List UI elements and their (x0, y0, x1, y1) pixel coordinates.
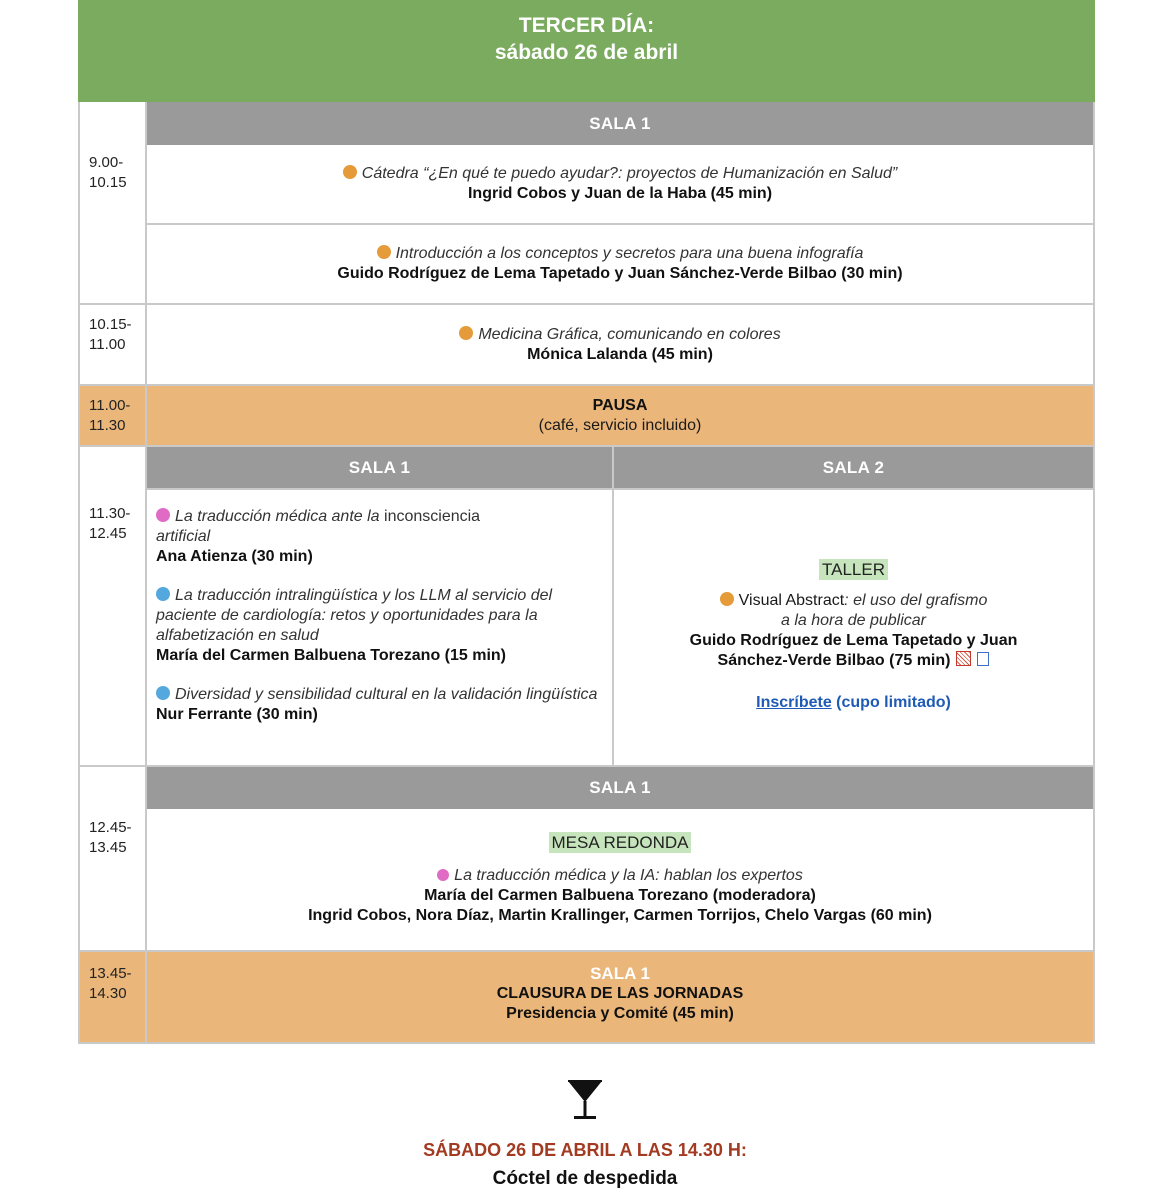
day-title: TERCER DÍA: (518, 14, 655, 37)
talk-title: La traducción médica y la IA: hablan los expertos (454, 867, 803, 884)
register-link[interactable]: Inscríbete (756, 694, 832, 711)
talk-title: Cátedra “¿En qué te puedo ayudar?: proyectos de Humanización en Salud” (361, 165, 898, 182)
prohibited-icon (956, 651, 971, 666)
day-date: sábado 26 de abril (494, 41, 679, 64)
room-header: SALA 1 (147, 447, 612, 488)
cocktail-icon (565, 1078, 605, 1122)
topic-dot-icon (156, 686, 170, 700)
cocktail-date: SÁBADO 26 DE ABRIL A LAS 14.30 H: (423, 1140, 747, 1160)
closing-cell (147, 952, 1093, 1042)
time-slot: 12.45- 13.45 (89, 819, 132, 856)
time-slot: 10.15- 11.00 (89, 316, 132, 353)
round-table-tag: MESA REDONDA (549, 832, 692, 853)
topic-dot-icon (720, 592, 734, 606)
closing-subtitle: Presidencia y Comité (45 min) (506, 1005, 734, 1022)
round-table-cell (147, 809, 1093, 950)
talk-speaker: María del Carmen Balbuena Torezano (15 min) (156, 647, 507, 664)
cocktail-title: Cóctel de despedida (492, 1168, 678, 1189)
moderator: María del Carmen Balbuena Torezano (moderadora) (424, 887, 816, 904)
list-item: La traducción intralingüística y los LLM al servicio del paciente de cardiología: retos y oportunidades para la alfabetización en salud María del Carmen Balbuena Torezano (15 min) (156, 586, 602, 666)
talk-cell (147, 305, 1093, 384)
talk-title: Medicina Gráfica, comunicando en colores (478, 325, 781, 343)
session-list (147, 507, 612, 744)
topic-dot-icon (343, 165, 357, 179)
list-item: Diversidad y sensibilidad cultural en la validación lingüística Nur Ferrante (30 min) (156, 685, 602, 725)
placeholder-icon (977, 652, 989, 666)
time-slot: 11.30- 12.45 (89, 505, 131, 542)
talk-cell (147, 145, 1093, 223)
talk-speaker: Guido Rodríguez de Lema Tapetado y Juan Sánchez-Verde Bilbao (30 min) (337, 265, 903, 282)
room-header: SALA 1 (147, 767, 1093, 809)
talk-speaker: Mónica Lalanda (45 min) (527, 345, 713, 363)
closing-title: CLAUSURA DE LAS JORNADAS (496, 985, 744, 1002)
talk-speaker: Nur Ferrante (30 min) (156, 706, 318, 723)
pause-subtitle: (café, servicio incluido) (538, 416, 702, 434)
topic-dot-icon (156, 508, 170, 522)
workshop-tag: TALLER (819, 559, 888, 580)
list-item: La traducción médica ante la inconsciencia artificial Ana Atienza (30 min) (156, 507, 602, 567)
talk-cell (147, 225, 1093, 303)
talk-speaker: Ingrid Cobos y Juan de la Haba (45 min) (467, 185, 773, 202)
workshop-cell: TALLER Visual Abstract: el uso del grafismo a la hora de publicar Guido Rodríguez de Lema Tapetado y Juan Sánchez-Verde Bilbao (75 min) Inscríbete (cupo limitado) (689, 560, 1018, 711)
topic-dot-icon (437, 869, 449, 881)
time-slot: 9.00- 10.15 (89, 154, 127, 191)
time-slot: 11.00- 11.30 (89, 397, 131, 434)
pause-title: PAUSA (592, 396, 648, 414)
talk-speaker: Ana Atienza (30 min) (156, 548, 313, 565)
panelists: Ingrid Cobos, Nora Díaz, Martin Krallinger, Carmen Torrijos, Chelo Vargas (60 min) (308, 907, 932, 924)
time-slot: 13.45- 14.30 (89, 965, 132, 1002)
room-header: SALA 1 (147, 102, 1093, 145)
talk-speaker: Guido Rodríguez de Lema Tapetado y Juan Sánchez-Verde Bilbao (75 min) (689, 632, 1018, 669)
talk-title: Introducción a los conceptos y secretos para una buena infografía (395, 245, 864, 262)
room-label: SALA 1 (590, 964, 650, 983)
pause-cell (147, 386, 1093, 445)
topic-dot-icon (459, 326, 473, 340)
topic-dot-icon (156, 587, 170, 601)
topic-dot-icon (377, 245, 391, 259)
room-header: SALA 2 (614, 447, 1093, 488)
day-header (78, 0, 1095, 102)
